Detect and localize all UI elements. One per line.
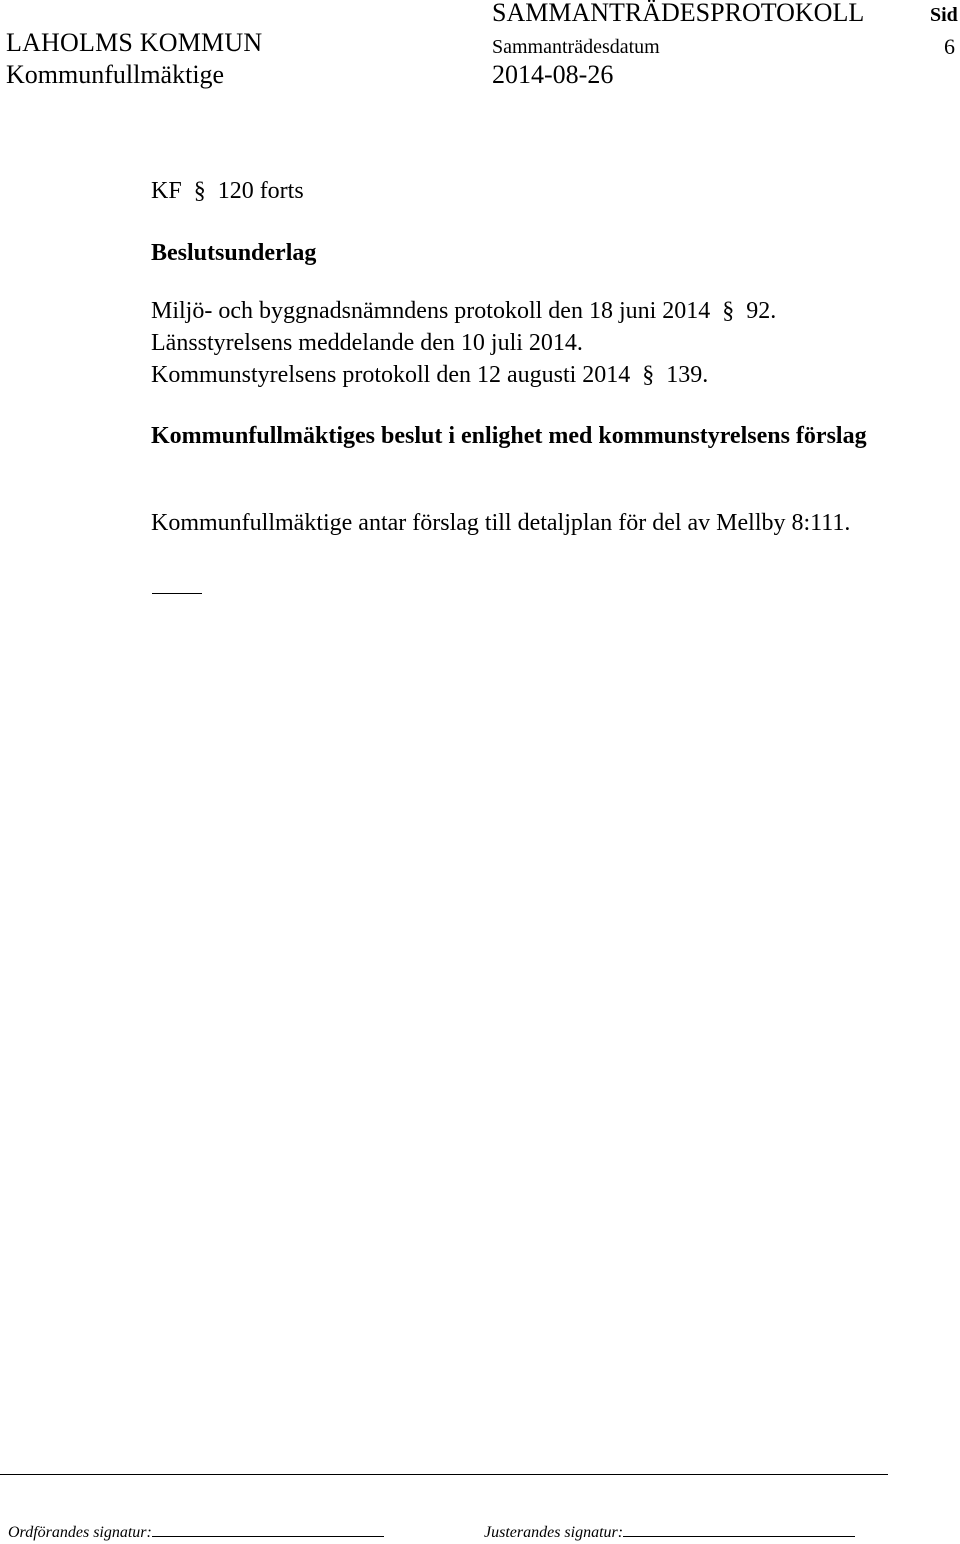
basis-item-text: Miljö- och byggnadsnämndens protokoll den 18 juni 2014 (151, 298, 711, 324)
decision-text: Kommunfullmäktige antar förslag till detaljplan för del av Mellby 8:111. (151, 510, 851, 536)
basis-item-text: Kommunstyrelsens protokoll den 12 augusti 2014 (151, 362, 631, 388)
adjuster-signature-label: Justerandes signatur: (484, 1524, 624, 1541)
adjuster-signature (484, 1522, 855, 1542)
meeting-date: 2014-08-26 (492, 60, 614, 89)
chair-signature (8, 1522, 384, 1542)
decision-heading: Kommunfullmäktiges beslut i enlighet med kommunstyrelsens förslag (151, 423, 867, 449)
chair-signature-line (152, 1522, 384, 1537)
basis-heading: Beslutsunderlag (151, 240, 317, 266)
section-symbol: § (193, 178, 206, 204)
governing-body: Kommunfullmäktige (6, 60, 225, 89)
basis-item (151, 298, 776, 325)
basis-item-ref: 92. (746, 298, 777, 324)
page-label: Sid (930, 4, 958, 26)
footer-divider (0, 1474, 888, 1475)
section-symbol: § (642, 362, 655, 388)
basis-item (151, 330, 583, 357)
page-number: 6 (944, 34, 955, 59)
basis-item-text: Länsstyrelsens meddelande den 10 juli 2014. (151, 330, 583, 356)
basis-item-ref: 139. (666, 362, 709, 388)
chair-signature-label: Ordförandes signatur: (8, 1524, 152, 1541)
basis-item (151, 362, 708, 389)
section-text: 120 forts (217, 178, 304, 204)
adjuster-signature-line (623, 1522, 855, 1537)
end-rule (152, 593, 202, 594)
section-reference (151, 178, 304, 205)
meeting-date-label: Sammanträdesdatum (492, 36, 660, 58)
section-prefix: KF (151, 178, 182, 204)
section-symbol: § (722, 298, 735, 324)
organization-name: LAHOLMS KOMMUN (6, 28, 263, 57)
document-type: SAMMANTRÄDESPROTOKOLL (492, 0, 865, 27)
